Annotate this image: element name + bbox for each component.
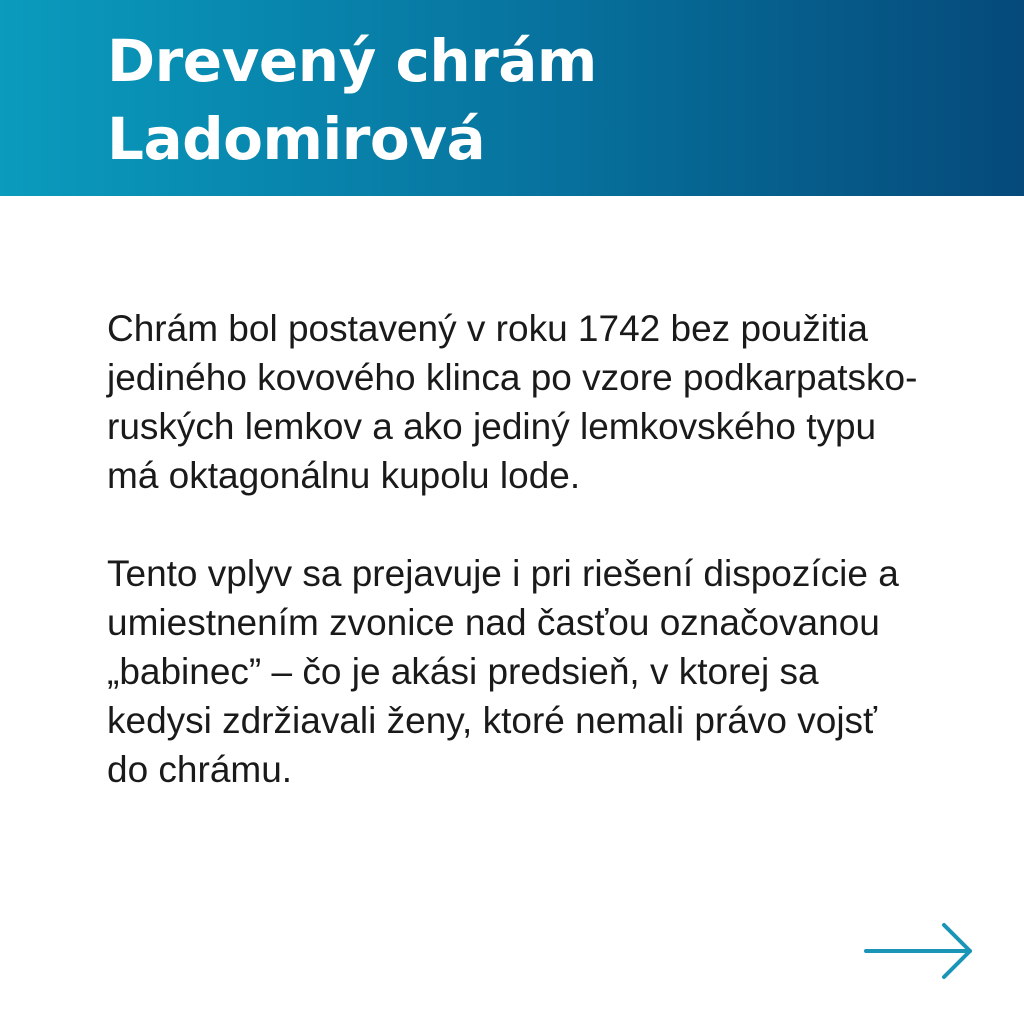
body-text xyxy=(107,304,927,794)
next-button[interactable] xyxy=(862,920,976,982)
page-title-line-2: Ladomirová xyxy=(107,105,486,173)
paragraph-1: Chrám bol postavený v roku 1742 bez použitia jediného kovového klinca po vzore podkarpatsko-ruských lemkov a ako jediný lemkovského typu má oktagonálnu kupolu lode. xyxy=(107,308,918,496)
page-title-line-1: Drevený chrám xyxy=(107,27,597,95)
paragraph-2: Tento vplyv sa prejavuje i pri riešení dispozície a umiestnením zvonice nad časťou označovanou „babinec” – čo je akási predsieň, v ktorej sa kedysi zdržiavali ženy, ktoré nemali právo vojsť do chrámu. xyxy=(107,553,899,790)
arrow-right-icon xyxy=(862,920,976,982)
header-banner xyxy=(0,0,1024,196)
page-title xyxy=(107,22,597,178)
